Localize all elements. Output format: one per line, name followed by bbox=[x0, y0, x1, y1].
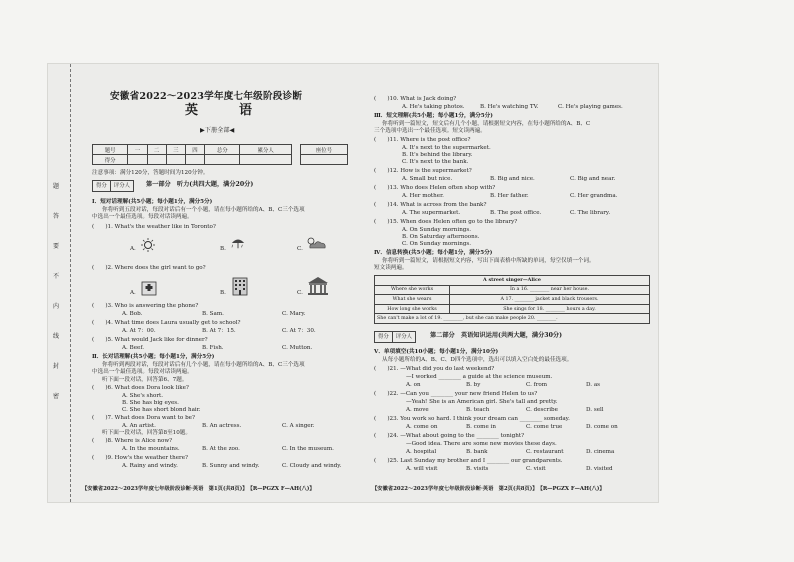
option-label: C. describe bbox=[526, 407, 558, 413]
umbrella-rain-icon bbox=[230, 236, 246, 250]
binding-char: 内 bbox=[53, 303, 60, 310]
option-label: A. on bbox=[406, 382, 421, 388]
option-label: B. bank bbox=[466, 449, 488, 455]
option-label: C. In the museum. bbox=[282, 446, 334, 452]
section3-instruction: 你将听到一篇短文，短文后有几个小题，请根据短文内容，在每小题所给的A、B、C bbox=[382, 121, 591, 127]
option-label: C. Mary. bbox=[282, 311, 306, 317]
museum-icon bbox=[307, 276, 329, 296]
option-label: B. At the zoo. bbox=[202, 446, 240, 452]
question-8: ( )8. Where is Alice now? bbox=[92, 438, 173, 444]
question-1: ( )1. What's the weather like in Toronto? bbox=[92, 224, 216, 230]
option-label: C. A singer. bbox=[282, 423, 315, 429]
section2-title: Ⅱ．长对话理解(共5小题；每小题1分，满分5分) bbox=[92, 354, 215, 360]
section4-title: Ⅳ．信息转换(共5小题；每小题1分，满分5分) bbox=[374, 250, 493, 256]
option-label: B. Big and nice. bbox=[490, 176, 535, 182]
question-3: ( )3. Who is answering the phone? bbox=[92, 303, 199, 309]
option-label: A. come on bbox=[406, 424, 438, 430]
section2-subinstruction: 听下面一段对话，回答第6、7题。 bbox=[102, 377, 188, 383]
option-label: B. bbox=[220, 246, 226, 252]
section3-instruction: 三个选项中选出一个最佳选项。短文读两遍。 bbox=[374, 128, 486, 134]
section2-instruction: 中选出一个最佳选项。每段对话读两遍。 bbox=[92, 369, 193, 375]
option-label: C. Mutton. bbox=[282, 345, 313, 351]
question-10: ( )10. What is Jack doing? bbox=[374, 96, 457, 102]
binding-char: 题 bbox=[53, 183, 60, 190]
info-row-label: Where she works bbox=[375, 285, 450, 295]
score-header: 二 bbox=[147, 145, 166, 155]
option-label: A. move bbox=[406, 407, 429, 413]
score-table bbox=[92, 144, 292, 165]
score-cell[interactable] bbox=[240, 155, 292, 165]
section5-title: Ⅴ．单项填空(共10小题；每小题1分，满分10分) bbox=[374, 349, 499, 355]
question-22: ( )22. —Can you ________ your new friend Helen to us? bbox=[374, 391, 538, 397]
option-label: C. She has short blond hair. bbox=[122, 407, 201, 413]
option-label: A. In the mountains. bbox=[122, 446, 180, 452]
score-header: 一 bbox=[128, 145, 147, 155]
option-label: C. Cloudy and windy. bbox=[282, 463, 342, 469]
seat-cell[interactable] bbox=[301, 155, 348, 165]
info-row-value: In a 16. ________ near her house. bbox=[450, 285, 650, 295]
option-label: B. At 7：15. bbox=[202, 328, 236, 334]
option-label: A. Small but nice. bbox=[402, 176, 453, 182]
option-label: C. Big and near. bbox=[570, 176, 616, 182]
score-cell[interactable] bbox=[128, 155, 147, 165]
part1-title: 第一部分 听力(共四大题，满分20分) bbox=[146, 181, 254, 188]
option-label: A. bbox=[130, 290, 136, 296]
grader-box bbox=[374, 331, 416, 343]
option-label: D. visited bbox=[586, 466, 613, 472]
option-label: A. The supermarket. bbox=[402, 210, 461, 216]
option-label: A. Bob. bbox=[122, 311, 143, 317]
page-footer: 【安徽省2022～2023学年度七年级阶段诊断·英语 第1页(共8页)】 【R—PGZX F—AH(八)】 bbox=[82, 486, 315, 492]
score-cell[interactable] bbox=[147, 155, 166, 165]
part2-title: 第二部分 英语知识运用(共两大题，满分30分) bbox=[430, 332, 563, 339]
score-header: 三 bbox=[166, 145, 185, 155]
option-label: B. An actress. bbox=[202, 423, 242, 429]
option-label: C. He's playing games. bbox=[558, 104, 623, 110]
notice: 注意事项：满分120分，答题时间为120分钟。 bbox=[92, 170, 209, 176]
option-label: C. bbox=[297, 290, 303, 296]
binding-char: 密 bbox=[53, 393, 60, 400]
exam-title: 安徽省2022～2023学年度七年级阶段诊断 bbox=[110, 91, 303, 102]
option-label: C. restaurant bbox=[526, 449, 564, 455]
binding-char: 封 bbox=[53, 363, 60, 370]
section1-title: Ⅰ．短对话理解(共5小题；每小题1分，满分5分) bbox=[92, 199, 213, 205]
option-label: A. At 7：00. bbox=[122, 328, 156, 334]
section5-instruction: 从每小题所给的A、B、C、D四个选项中，选出可以填入空白处的最佳选项。 bbox=[382, 357, 573, 363]
option-label: C. bbox=[297, 246, 303, 252]
question-12: ( )12. How is the supermarket? bbox=[374, 168, 472, 174]
question-15: ( )15. When does Helen often go to the library? bbox=[374, 219, 518, 225]
question-22-line2: —Yeah! She is an American girl. She's tall and pretty. bbox=[406, 399, 558, 405]
option-label: B. He's watching TV. bbox=[480, 104, 539, 110]
info-row-value: She sings for 18. ________ hours a day. bbox=[450, 304, 650, 314]
page-1 bbox=[82, 64, 352, 502]
option-label: C. visit bbox=[526, 466, 546, 472]
cloudy-icon bbox=[306, 236, 328, 250]
option-label: B. come in bbox=[466, 424, 496, 430]
option-label: A. On Sunday mornings. bbox=[402, 227, 472, 233]
score-cell[interactable] bbox=[185, 155, 204, 165]
option-label: A. Her mother. bbox=[402, 193, 444, 199]
grader-name-label: 评分人 bbox=[392, 332, 415, 342]
option-label: A. will visit bbox=[406, 466, 438, 472]
info-row-value: A 17. ________ jacket and black trousers. bbox=[450, 295, 650, 305]
seat-label: 座位号 bbox=[301, 145, 348, 155]
option-label: C. Her grandma. bbox=[570, 193, 618, 199]
question-24-line2: —Good idea. There are some new movies these days. bbox=[406, 441, 557, 447]
question-9: ( )9. How's the weather there? bbox=[92, 455, 189, 461]
question-6: ( )6. What does Dora look like? bbox=[92, 385, 189, 391]
score-header: 四 bbox=[185, 145, 204, 155]
option-label: B. by bbox=[466, 382, 481, 388]
option-label: C. from bbox=[526, 382, 548, 388]
option-label: C. On Sunday mornings. bbox=[402, 241, 472, 247]
building-icon bbox=[230, 276, 250, 296]
option-label: B. Fish. bbox=[202, 345, 224, 351]
question-25: ( )25. Last Sunday my brother and I ________ our grandparents. bbox=[374, 458, 563, 464]
info-row-label: What she wears bbox=[375, 295, 450, 305]
grader-name-label: 评分人 bbox=[110, 181, 133, 191]
seat-box bbox=[300, 144, 348, 165]
hospital-icon bbox=[140, 278, 158, 296]
section3-title: Ⅲ．短文理解(共5小题；每小题1分，满分5分) bbox=[374, 113, 493, 119]
score-row-label: 得分 bbox=[93, 155, 128, 165]
page-footer: 【安徽省2022～2023学年度七年级阶段诊断·英语 第2页(共8页)】 【R—PGZX F—AH(八)】 bbox=[372, 486, 605, 492]
binding-char: 线 bbox=[53, 333, 60, 340]
question-7: ( )7. What does Dora want to be? bbox=[92, 415, 195, 421]
page-2 bbox=[370, 64, 652, 502]
question-11: ( )11. Where is the post office? bbox=[374, 137, 471, 143]
binding-char: 要 bbox=[53, 243, 60, 250]
option-label: D. as bbox=[586, 382, 601, 388]
option-label: A. Beef. bbox=[122, 345, 144, 351]
score-cell[interactable] bbox=[205, 155, 240, 165]
option-label: B. bbox=[220, 290, 226, 296]
option-label: C. At 7：30. bbox=[282, 328, 316, 334]
sunny-icon bbox=[140, 238, 156, 252]
grader-box bbox=[92, 180, 134, 192]
option-label: C. come true bbox=[526, 424, 563, 430]
option-label: A. She's short. bbox=[122, 393, 164, 399]
question-21-line2: —I worked ________ a guide at the science museum. bbox=[406, 374, 553, 380]
question-4: ( )4. What time does Laura usually get to school? bbox=[92, 320, 241, 326]
option-label: A. An artist. bbox=[122, 423, 156, 429]
option-label: B. Sam. bbox=[202, 311, 224, 317]
option-label: B. visits bbox=[466, 466, 489, 472]
info-table-title: A street singer—Alice bbox=[375, 276, 650, 286]
grader-score-label: 得分 bbox=[378, 334, 389, 340]
option-label: B. It's behind the library. bbox=[402, 152, 473, 158]
option-label: A. He's taking photos. bbox=[402, 104, 465, 110]
binding-char: 不 bbox=[53, 273, 60, 280]
option-label: B. She has big eyes. bbox=[122, 400, 179, 406]
exam-sheet bbox=[48, 64, 658, 502]
score-header: 总分 bbox=[205, 145, 240, 155]
section1-instruction: 你将听到五段对话，每段对话后有一个小题，请在每小题所给的A、B、C三个选项 bbox=[102, 207, 305, 213]
subject-title: 英 语 bbox=[185, 103, 267, 118]
option-label: C. The library. bbox=[570, 210, 611, 216]
section4-instruction: 短文读两遍。 bbox=[374, 265, 408, 271]
info-table bbox=[374, 275, 650, 324]
option-label: B. Sunny and windy. bbox=[202, 463, 260, 469]
option-label: B. The post office. bbox=[490, 210, 542, 216]
score-header: 累分人 bbox=[240, 145, 292, 155]
info-row-label: How long she works bbox=[375, 304, 450, 314]
grader-score-label: 得分 bbox=[96, 183, 107, 189]
option-label: D. come on bbox=[586, 424, 618, 430]
question-14: ( )14. What is across from the bank? bbox=[374, 202, 487, 208]
option-label: D. sell bbox=[586, 407, 604, 413]
section2-subinstruction: 听下面一段对话，回答第8至10题。 bbox=[102, 430, 191, 436]
binding-margin bbox=[48, 64, 71, 502]
binding-char: 答 bbox=[53, 213, 60, 220]
info-row-full: She can't make a lot of 19. ________, but she can make people 20. ________. bbox=[375, 314, 650, 324]
section2-instruction: 你将听到两段对话，每段对话后有几个小题，请在每小题所给的A、B、C三个选项 bbox=[102, 362, 305, 368]
option-label: A. It's next to the supermarket. bbox=[402, 145, 491, 151]
question-24: ( )24. —What about going to the ________ tonight? bbox=[374, 433, 525, 439]
option-label: A. bbox=[130, 246, 136, 252]
section1-instruction: 中选出一个最佳选项。每段对话读两遍。 bbox=[92, 214, 193, 220]
question-13: ( )13. Who does Helen often shop with? bbox=[374, 185, 496, 191]
option-label: C. It's next to the bank. bbox=[402, 159, 469, 165]
option-label: A. hospital bbox=[406, 449, 437, 455]
score-header: 题号 bbox=[93, 145, 128, 155]
option-label: A. Rainy and windy. bbox=[122, 463, 178, 469]
option-label: B. On Saturday afternoons. bbox=[402, 234, 480, 240]
section4-instruction: 你将听到一篇短文，请根据短文内容，写出下面表格中所缺的单词，每空仅填一个词。 bbox=[382, 258, 595, 264]
question-23: ( )23. You work so hard. I think your dream can ________ someday. bbox=[374, 416, 570, 422]
question-5: ( )5. What would Jack like for dinner? bbox=[92, 337, 208, 343]
option-label: D. cinema bbox=[586, 449, 615, 455]
option-label: B. teach bbox=[466, 407, 490, 413]
question-21: ( )21. —What did you do last weekend? bbox=[374, 366, 495, 372]
scope-label: ▶下册全部◀ bbox=[200, 127, 235, 134]
score-cell[interactable] bbox=[166, 155, 185, 165]
option-label: B. Her father. bbox=[490, 193, 529, 199]
question-2: ( )2. Where does the girl want to go? bbox=[92, 265, 206, 271]
